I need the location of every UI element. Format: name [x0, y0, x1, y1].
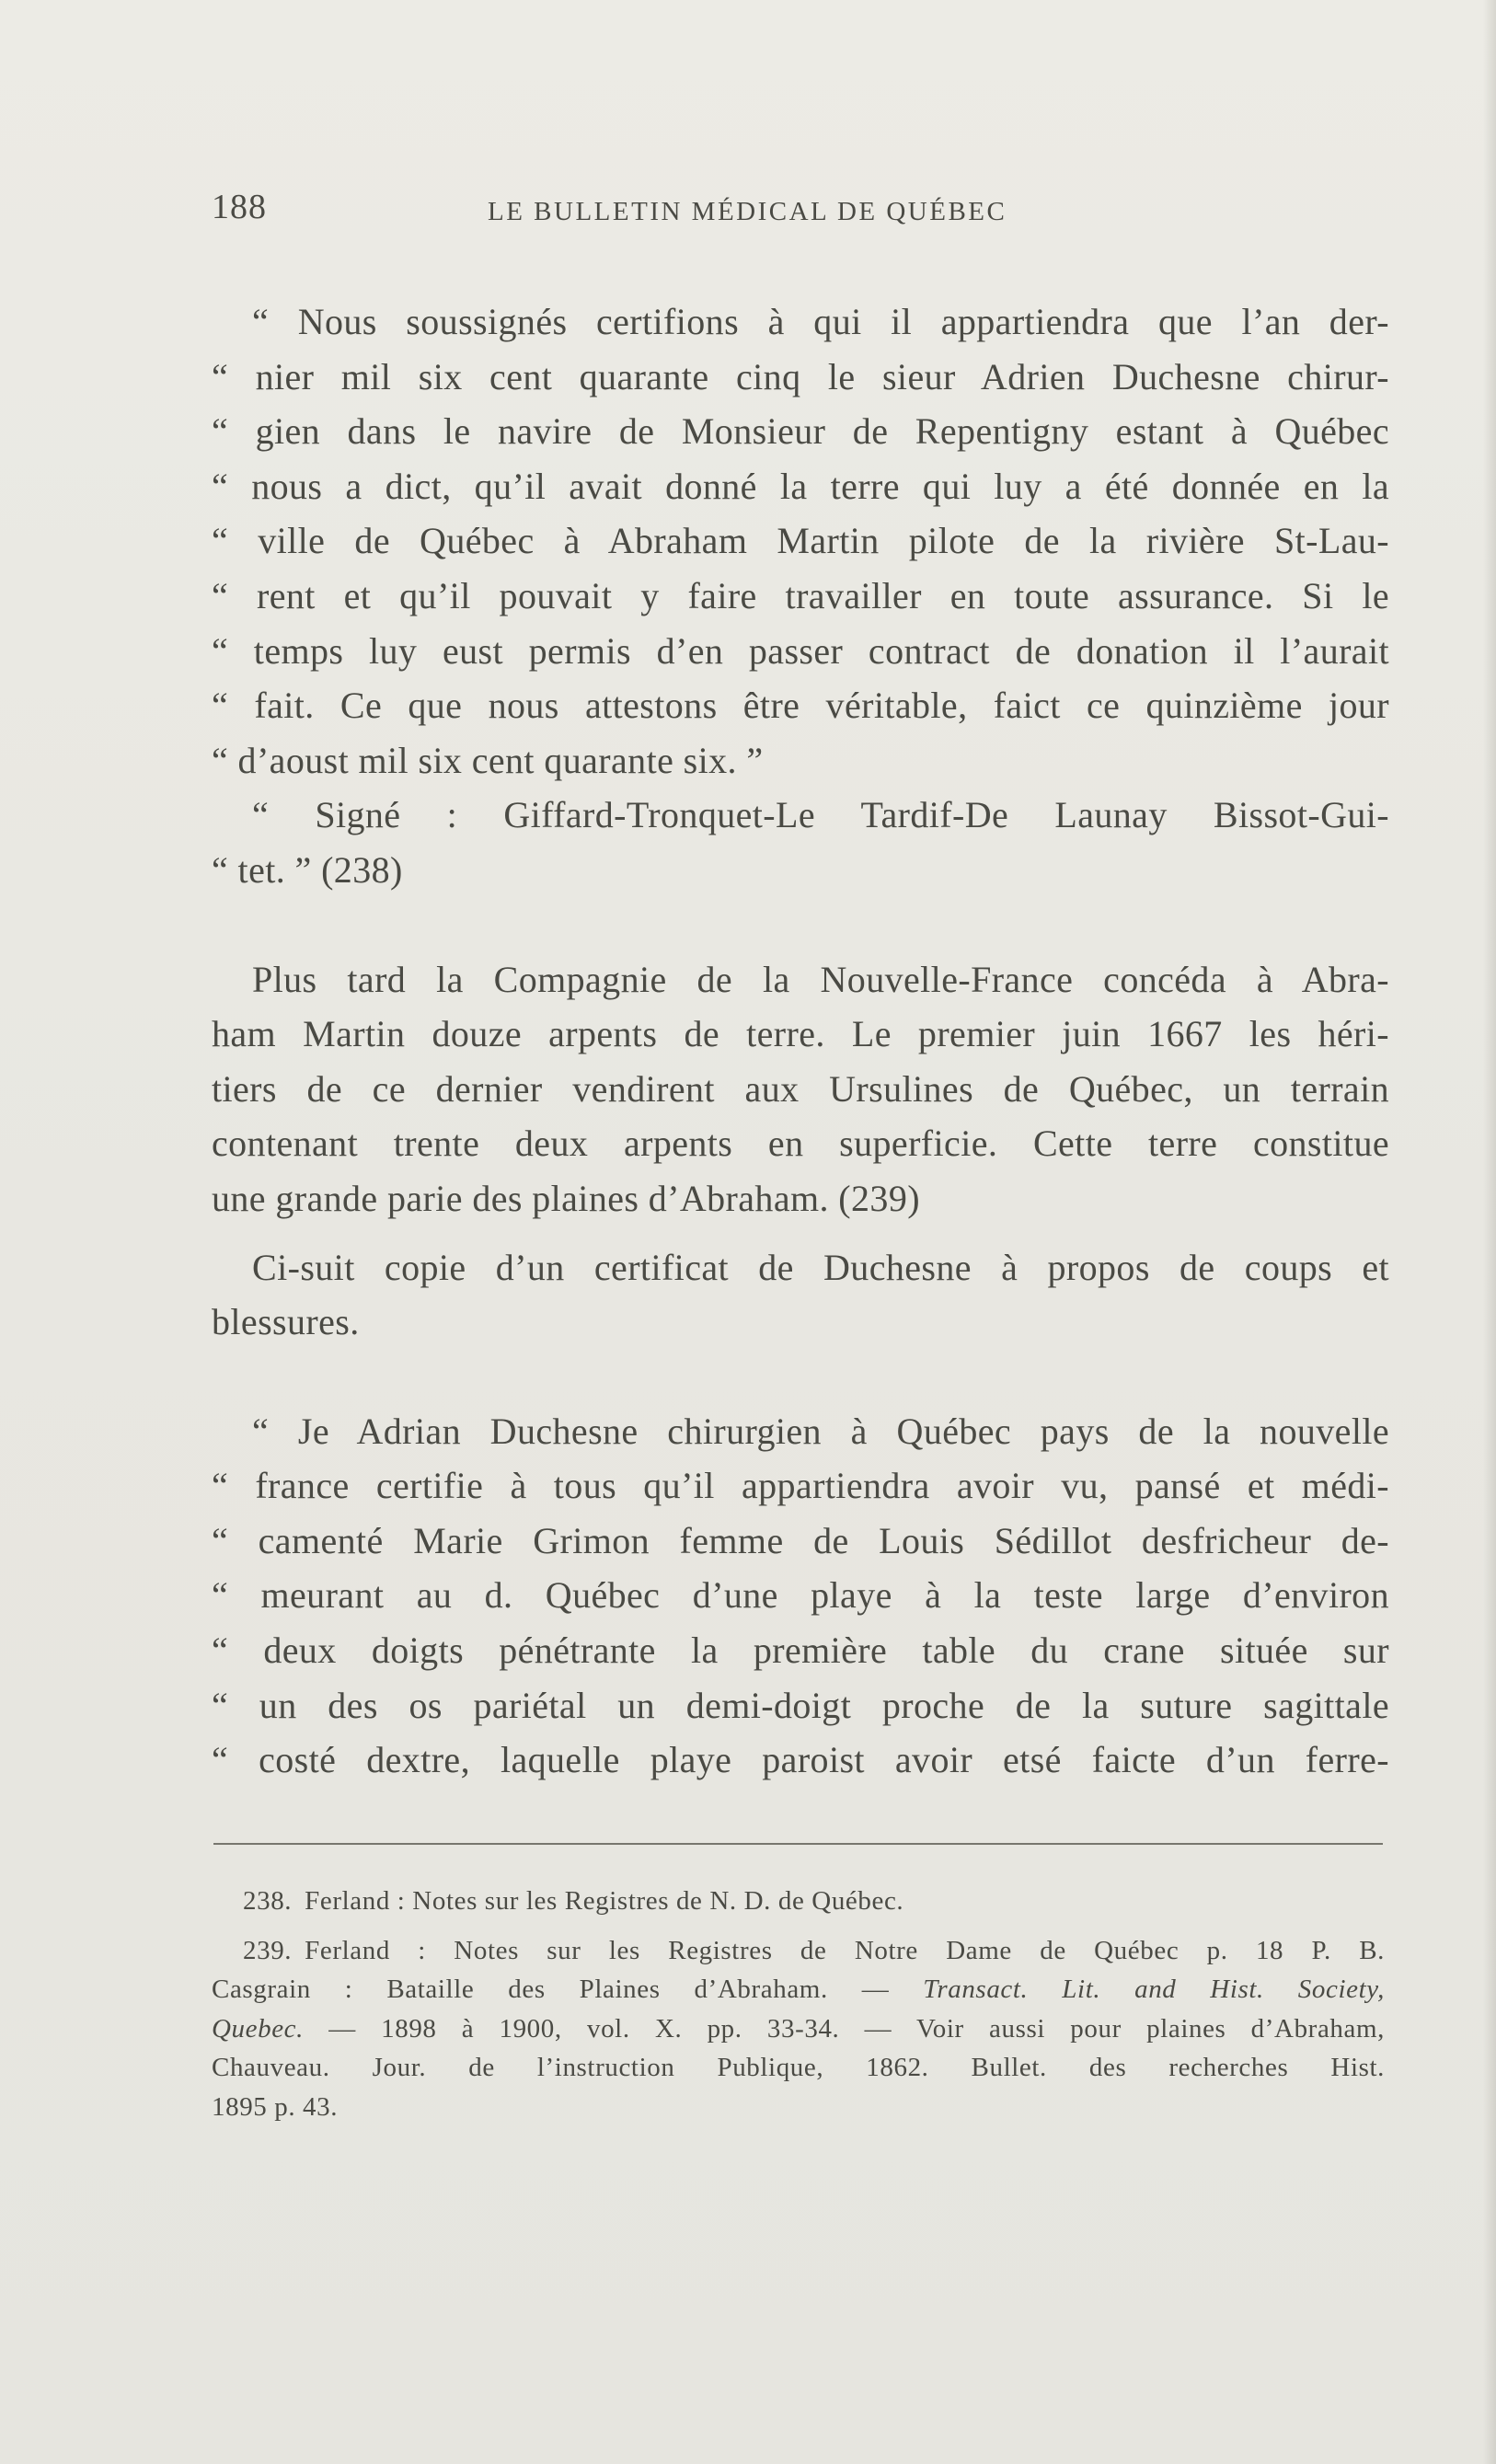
text-line: tiers de ce dernier vendirent aux Ursulines de Québec, un terrain	[212, 1067, 1389, 1110]
footnotes	[212, 1882, 1385, 2126]
text-line: Plus tard la Compagnie de la Nouvelle-France concéda à Abra-	[252, 958, 1389, 1000]
footnote-italic-title: Quebec.	[212, 2013, 305, 2044]
text-line: “ costé dextre, laquelle playe paroist avoir etsé faicte d’un ferre-	[212, 1739, 1389, 1781]
footnote-line	[212, 2009, 1385, 2049]
text-line: une grande parie des plaines d’Abraham. (239)	[212, 1177, 920, 1219]
text-line: “ camenté Marie Grimon femme de Louis Sédillot desfricheur de-	[212, 1519, 1389, 1561]
footnote-line	[212, 1970, 1385, 2009]
footnote-italic-title: Transact. Lit. and Hist. Society,	[923, 1975, 1385, 2004]
footnote-238	[212, 1882, 1385, 1921]
text-line: “ Nous soussignés certifions à qui il appartiendra que l’an der-	[252, 301, 1389, 342]
text-line: “ gien dans le navire de Monsieur de Repentigny estant à Québec	[212, 410, 1389, 453]
page-edge-shadow	[1483, 0, 1496, 2464]
footnote-line	[212, 1882, 1385, 1921]
text-line: Ci-suit copie d’un certificat de Duchesne à propos de coups et	[252, 1246, 1389, 1288]
text-line: contenant trente deux arpents en superficie. Cette terre constitue	[212, 1123, 1389, 1165]
footnote-text: — 1898 à 1900, vol. X. pp. 33-34. — Voir aussi pour plaines d’Abraham,	[304, 2013, 1385, 2044]
page-header	[212, 187, 1389, 233]
text-line: “ ville de Québec à Abraham Martin pilote de la rivière St-Lau-	[212, 520, 1389, 562]
text-line: “ d’aoust mil six cent quarante six. ”	[212, 739, 764, 781]
footnote-text: Casgrain : Bataille des Plaines d’Abraham. —	[212, 1975, 924, 2004]
text-line: “ Signé : Giffard-Tronquet-Le Tardif-De Launay Bissot-Gui-	[252, 794, 1389, 836]
text-line: “ deux doigts pénétrante la première table du crane située sur	[212, 1629, 1389, 1672]
footnote-line	[212, 1931, 1385, 1971]
text-line: “ Je Adrian Duchesne chirurgien à Québec pays de la nouvelle	[252, 1410, 1389, 1452]
footnote-number: 239.	[243, 1935, 293, 1965]
paragraph-concession	[212, 952, 1389, 1226]
text-line: “ france certifie à tous qu’il appartiendra avoir vu, pansé et médi-	[212, 1465, 1389, 1507]
text-line: “ fait. Ce que nous attestons être véritable, faict ce quinzième jour	[212, 685, 1389, 727]
footnote-text: Ferland : Notes sur les Registres de N. D. de Québec.	[305, 1886, 904, 1916]
page-number: 188	[212, 188, 267, 226]
footnote-line: Chauveau. Jour. de l’instruction Publique, 1862. Bullet. des recherches Hist.	[212, 2053, 1385, 2082]
text-line: “ meurant au d. Québec d’une playe à la teste large d’environ	[212, 1574, 1389, 1617]
footnote-number: 238.	[243, 1886, 293, 1916]
footnote-divider	[213, 1843, 1383, 1845]
text-line: “ temps luy eust permis d’en passer contract de donation il l’aurait	[212, 629, 1389, 672]
text-line: blessures.	[212, 1301, 360, 1343]
footnote-239	[212, 1931, 1385, 2127]
text-line: “ tet. ” (238)	[212, 848, 403, 891]
text-line: “ un des os pariétal un demi-doigt proche de la suture sagittale	[212, 1684, 1389, 1726]
quote-certificate-1	[212, 294, 1389, 788]
text-line: ham Martin douze arpents de terre. Le premier juin 1667 les héri-	[212, 1013, 1389, 1055]
paragraph-certificate-intro	[212, 1240, 1389, 1350]
footnote-text: Ferland : Notes sur les Registres de Notre Dame de Québec p. 18 P. B.	[305, 1935, 1385, 1965]
quote-certificate-2	[212, 1404, 1389, 1788]
signature-block	[212, 788, 1389, 897]
body-text	[212, 294, 1389, 1788]
running-title: LE BULLETIN MÉDICAL DE QUÉBEC	[488, 197, 1007, 226]
text-line: “ rent et qu’il pouvait y faire travailler en toute assurance. Si le	[212, 574, 1389, 616]
footnote-line: 1895 p. 43.	[212, 2091, 339, 2122]
text-line: “ nous a dict, qu’il avait donné la terre qui luy a été donnée en la	[212, 465, 1389, 507]
text-line: “ nier mil six cent quarante cinq le sieur Adrien Duchesne chirur-	[212, 355, 1389, 397]
